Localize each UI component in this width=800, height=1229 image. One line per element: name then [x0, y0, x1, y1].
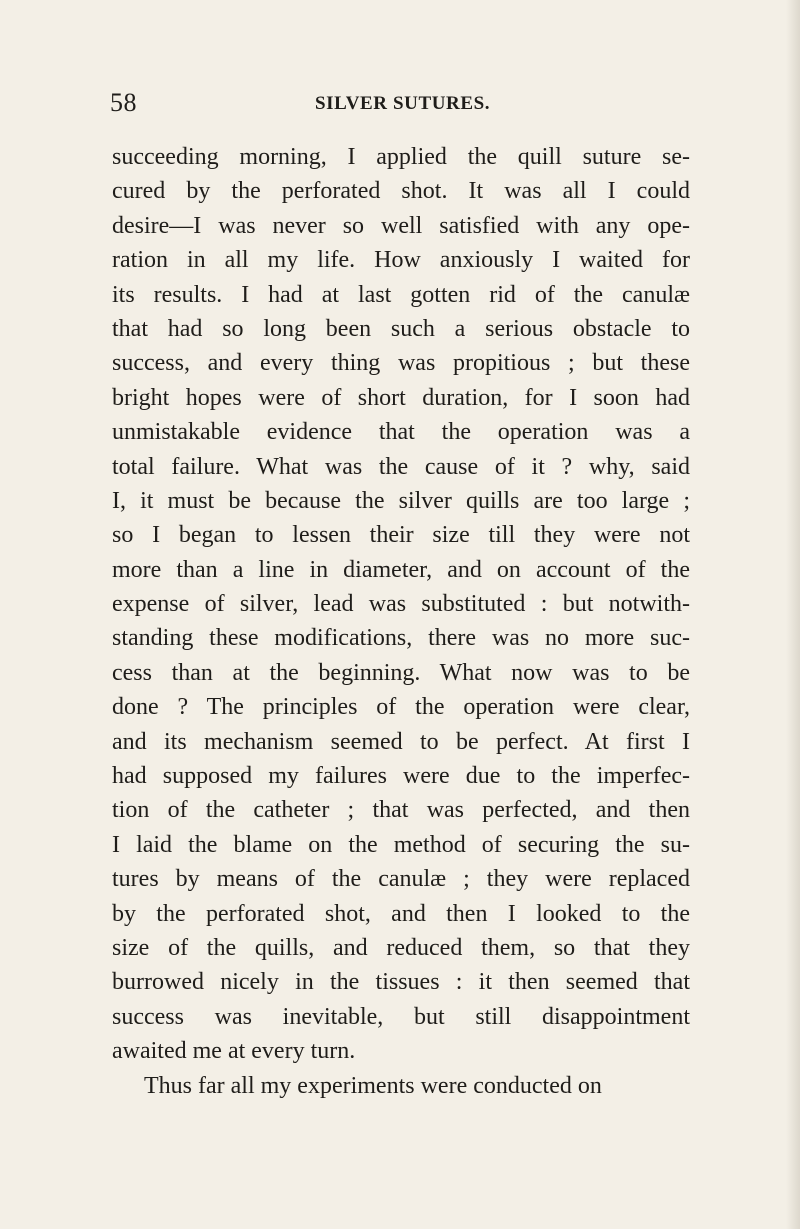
text-line: that had so long been such a serious obstacle to	[112, 315, 690, 342]
text-line: success was inevitable, but still disappointment	[112, 1003, 690, 1030]
text-line: unmistakable evidence that the operation was a	[112, 419, 690, 446]
text-line: tures by means of the canulæ ; they were replaced	[112, 866, 690, 893]
text-line: I laid the blame on the method of securing the su-	[112, 831, 690, 858]
text-line: cured by the perforated shot. It was all I could	[112, 178, 690, 205]
text-line: by the perforated shot, and then I looked to the	[112, 900, 690, 927]
text-line: size of the quills, and reduced them, so that they	[112, 934, 690, 961]
text-line: burrowed nicely in the tissues : it then seemed that	[112, 969, 690, 996]
text-line: standing these modifications, there was no more suc-	[112, 625, 690, 652]
text-line: I, it must be because the silver quills are too large ;	[112, 487, 690, 514]
body-text	[112, 140, 690, 1103]
text-line: had supposed my failures were due to the imperfec-	[112, 763, 690, 790]
page-header	[110, 88, 685, 118]
text-line: and its mechanism seemed to be perfect. At first I	[112, 728, 690, 755]
page-number: 58	[110, 88, 137, 117]
text-line: tion of the catheter ; that was perfected, and then	[112, 797, 690, 824]
text-line: success, and every thing was propitious ; but these	[112, 350, 690, 377]
text-line: its results. I had at last gotten rid of the canulæ	[112, 281, 690, 308]
text-line: Thus far all my experiments were conducted on	[144, 1072, 602, 1099]
text-line: awaited me at every turn.	[112, 1038, 356, 1065]
running-head: SILVER SUTURES.	[315, 93, 491, 114]
text-line: expense of silver, lead was substituted : but notwith-	[112, 591, 690, 618]
text-line: bright hopes were of short duration, for I soon had	[112, 384, 690, 411]
page-edge	[786, 0, 800, 1229]
text-line: total failure. What was the cause of it ? why, said	[112, 453, 690, 480]
text-line: more than a line in diameter, and on account of the	[112, 556, 690, 583]
text-line: so I began to lessen their size till they were not	[112, 522, 690, 549]
text-line: done ? The principles of the operation were clear,	[112, 694, 690, 721]
text-line: ration in all my life. How anxiously I waited for	[112, 247, 690, 274]
text-line: cess than at the beginning. What now was to be	[112, 659, 690, 686]
text-line: succeeding morning, I applied the quill suture se-	[112, 144, 690, 170]
text-line: desire—I was never so well satisfied with any ope-	[112, 212, 690, 239]
